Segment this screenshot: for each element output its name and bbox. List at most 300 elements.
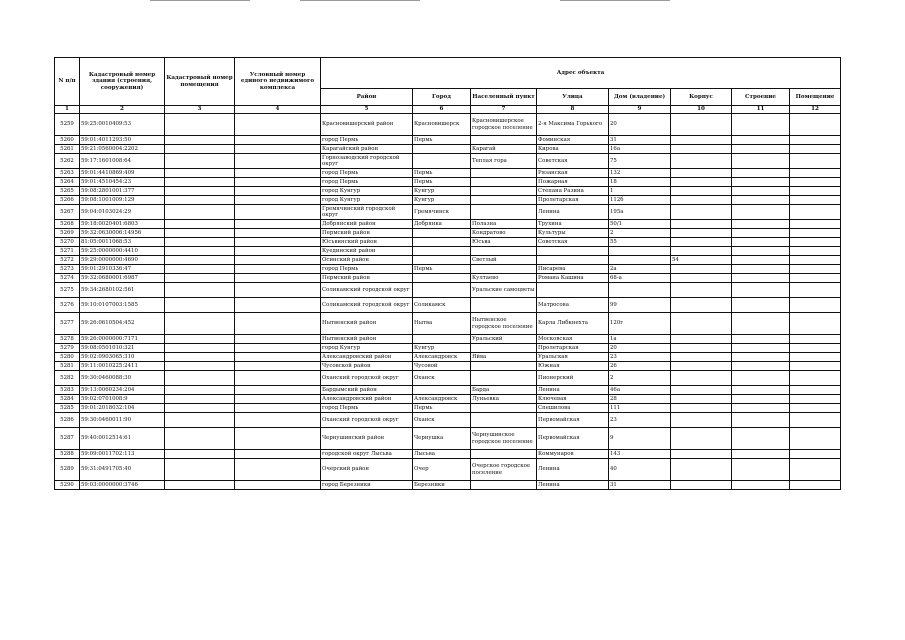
table-row: [55, 481, 841, 490]
cell-structure: [732, 344, 790, 353]
column-number: 8: [537, 106, 609, 114]
cell-building: [671, 136, 732, 145]
cell-district: Добрянский район: [321, 220, 413, 229]
cell-street: 2-я Максима Горького: [537, 114, 609, 136]
cell-city: [413, 335, 471, 344]
cell-structure: [732, 247, 790, 256]
cell-num: 5288: [55, 450, 80, 459]
cell-cadastral-premises: [165, 313, 235, 335]
cell-conditional-number: [235, 136, 321, 145]
cell-num: 5282: [55, 371, 80, 386]
cell-district: Чусовской район: [321, 362, 413, 371]
table-row: [55, 238, 841, 247]
cell-cadastral-building: 59:21:0560004:2202: [80, 145, 165, 154]
cell-room: [790, 196, 841, 205]
cell-structure: [732, 256, 790, 265]
cell-cadastral-building: 59:17:1601008:64: [80, 154, 165, 169]
cell-cadastral-building: 59:02:0903065:310: [80, 353, 165, 362]
cell-house: 20: [609, 114, 671, 136]
cell-city: Александровск: [413, 395, 471, 404]
cell-cadastral-building: 59:18:0020401:6803: [80, 220, 165, 229]
cell-building: [671, 386, 732, 395]
cell-structure: [732, 205, 790, 220]
cell-district: Александровский район: [321, 353, 413, 362]
cell-cadastral-building: 59:10:0107003:1585: [80, 298, 165, 313]
cell-cadastral-building: 81:05:0011068:53: [80, 238, 165, 247]
cell-num: 5279: [55, 344, 80, 353]
cell-district: Пермский район: [321, 274, 413, 283]
cell-district: город Пермь: [321, 265, 413, 274]
cell-city: [413, 247, 471, 256]
cell-city: Пермь: [413, 265, 471, 274]
cell-conditional-number: [235, 256, 321, 265]
cell-structure: [732, 313, 790, 335]
cell-district: город Кунгур: [321, 196, 413, 205]
cell-cadastral-premises: [165, 256, 235, 265]
cell-house: 2: [609, 229, 671, 238]
cell-city: [413, 238, 471, 247]
cell-settlement: [471, 205, 537, 220]
cell-house: 99: [609, 298, 671, 313]
cell-cadastral-building: 59:32:0630006:14956: [80, 229, 165, 238]
cell-settlement: [471, 362, 537, 371]
cell-cadastral-premises: [165, 353, 235, 362]
cell-house: 111: [609, 404, 671, 413]
cell-city: [413, 229, 471, 238]
cell-num: 5280: [55, 353, 80, 362]
cell-building: [671, 362, 732, 371]
cell-city: Чернушка: [413, 428, 471, 450]
cell-district: Оханский городской округ: [321, 413, 413, 428]
cell-district: Осинский район: [321, 256, 413, 265]
cell-building: [671, 114, 732, 136]
cell-district: городской округ Лысьва: [321, 450, 413, 459]
cell-street: Ключевая: [537, 395, 609, 404]
cell-num: 5285: [55, 404, 80, 413]
cell-num: 5263: [55, 169, 80, 178]
cell-conditional-number: [235, 247, 321, 256]
cell-house: 46а: [609, 386, 671, 395]
cell-cadastral-premises: [165, 481, 235, 490]
cell-room: [790, 459, 841, 481]
cell-conditional-number: [235, 335, 321, 344]
cell-num: 5267: [55, 205, 80, 220]
cell-city: Березники: [413, 481, 471, 490]
cell-num: 5284: [55, 395, 80, 404]
cell-structure: [732, 136, 790, 145]
table-header: [55, 58, 841, 114]
cell-num: 5264: [55, 178, 80, 187]
cell-room: [790, 481, 841, 490]
cell-district: город Пермь: [321, 136, 413, 145]
cell-cadastral-building: 59:11:0010225:2411: [80, 362, 165, 371]
cell-city: [413, 154, 471, 169]
cell-street: Уральская: [537, 353, 609, 362]
table-row: [55, 187, 841, 196]
cell-building: [671, 178, 732, 187]
cell-cadastral-building: 59:09:0011702:113: [80, 450, 165, 459]
cell-house: [609, 283, 671, 298]
cell-num: 5271: [55, 247, 80, 256]
cell-cadastral-building: 59:04:0103024:29: [80, 205, 165, 220]
cell-cadastral-building: 59:03:0000000:3746: [80, 481, 165, 490]
cell-house: 1: [609, 187, 671, 196]
cell-street: Романа Кашина: [537, 274, 609, 283]
table-row: [55, 178, 841, 187]
cell-district: Гремячинский городской округ: [321, 205, 413, 220]
cell-conditional-number: [235, 274, 321, 283]
cell-house: 112б: [609, 196, 671, 205]
cell-cadastral-building: 59:08:2801001:377: [80, 187, 165, 196]
cell-street: Ленина: [537, 459, 609, 481]
cell-street: Первомайская: [537, 428, 609, 450]
cell-cadastral-building: 59:01:4410869:409: [80, 169, 165, 178]
cadastral-objects-table: [54, 57, 841, 490]
cell-street: Культуры: [537, 229, 609, 238]
cell-cadastral-premises: [165, 187, 235, 196]
column-number: 12: [790, 106, 841, 114]
cell-conditional-number: [235, 178, 321, 187]
header-house: Дом (владение): [609, 89, 671, 106]
cell-cadastral-premises: [165, 413, 235, 428]
cell-room: [790, 450, 841, 459]
cell-house: 23: [609, 413, 671, 428]
cell-city: Очер: [413, 459, 471, 481]
cell-district: Бардымский район: [321, 386, 413, 395]
cell-city: Соликамск: [413, 298, 471, 313]
column-number: 3: [165, 106, 235, 114]
cell-house: 75: [609, 154, 671, 169]
cell-settlement: [471, 196, 537, 205]
cell-street: Пролетарская: [537, 344, 609, 353]
cell-num: 5286: [55, 413, 80, 428]
cell-house: 28: [609, 395, 671, 404]
cell-room: [790, 178, 841, 187]
scan-edge-line: [150, 0, 250, 1]
cell-room: [790, 247, 841, 256]
cell-city: Пермь: [413, 169, 471, 178]
cell-district: город Пермь: [321, 169, 413, 178]
cell-cadastral-building: 59:08:1001009:129: [80, 196, 165, 205]
cell-settlement: Очерское городское поселение: [471, 459, 537, 481]
column-number: 4: [235, 106, 321, 114]
cell-district: город Березники: [321, 481, 413, 490]
cell-cadastral-building: 59:25:0010409:53: [80, 114, 165, 136]
cell-building: [671, 229, 732, 238]
cell-structure: [732, 335, 790, 344]
cell-house: 50/1: [609, 220, 671, 229]
cell-building: 54: [671, 256, 732, 265]
cell-settlement: Нытвенское городское поселение: [471, 313, 537, 335]
table-row: [55, 145, 841, 154]
cell-city: Чусовой: [413, 362, 471, 371]
cell-house: [609, 256, 671, 265]
cell-conditional-number: [235, 169, 321, 178]
table-row: [55, 169, 841, 178]
column-number: 1: [55, 106, 80, 114]
cell-cadastral-premises: [165, 238, 235, 247]
cell-cadastral-premises: [165, 371, 235, 386]
cell-room: [790, 404, 841, 413]
table-row: [55, 114, 841, 136]
header-cadastral-building: Кадастровый номер здания (строения, сооружения): [80, 58, 165, 106]
cell-street: Кирова: [537, 145, 609, 154]
cell-conditional-number: [235, 114, 321, 136]
cell-num: 5277: [55, 313, 80, 335]
cell-city: Кунгур: [413, 196, 471, 205]
cell-settlement: Чернушинское городское поселение: [471, 428, 537, 450]
table-row: [55, 265, 841, 274]
cell-street: [537, 283, 609, 298]
cell-cadastral-premises: [165, 298, 235, 313]
cell-street: Матросова: [537, 298, 609, 313]
cell-cadastral-premises: [165, 459, 235, 481]
cell-num: 5289: [55, 459, 80, 481]
table-row: [55, 371, 841, 386]
cell-cadastral-premises: [165, 344, 235, 353]
cell-cadastral-premises: [165, 154, 235, 169]
cell-structure: [732, 274, 790, 283]
cell-structure: [732, 450, 790, 459]
cell-structure: [732, 404, 790, 413]
table-row: [55, 256, 841, 265]
cell-settlement: [471, 481, 537, 490]
cell-conditional-number: [235, 353, 321, 362]
cell-district: город Пермь: [321, 178, 413, 187]
cell-house: 1а: [609, 335, 671, 344]
cell-house: 132: [609, 169, 671, 178]
cell-conditional-number: [235, 450, 321, 459]
cell-house: 31: [609, 481, 671, 490]
cell-cadastral-premises: [165, 196, 235, 205]
cell-conditional-number: [235, 187, 321, 196]
cell-structure: [732, 283, 790, 298]
cell-num: 5290: [55, 481, 80, 490]
cell-num: 5276: [55, 298, 80, 313]
cell-room: [790, 265, 841, 274]
cell-structure: [732, 196, 790, 205]
cell-cadastral-premises: [165, 283, 235, 298]
cell-room: [790, 136, 841, 145]
cell-cadastral-premises: [165, 450, 235, 459]
cell-district: Пермский район: [321, 229, 413, 238]
cell-cadastral-premises: [165, 229, 235, 238]
cell-street: Спешилова: [537, 404, 609, 413]
cell-cadastral-building: 59:13:0060234:204: [80, 386, 165, 395]
cell-room: [790, 145, 841, 154]
cell-settlement: Луньевка: [471, 395, 537, 404]
cell-building: [671, 265, 732, 274]
cell-room: [790, 187, 841, 196]
cell-street: Коммунаров: [537, 450, 609, 459]
cell-house: 40: [609, 459, 671, 481]
cell-num: 5283: [55, 386, 80, 395]
cell-building: [671, 481, 732, 490]
cell-cadastral-premises: [165, 395, 235, 404]
cell-building: [671, 395, 732, 404]
cell-structure: [732, 178, 790, 187]
cell-district: город Кунгур: [321, 187, 413, 196]
cell-room: [790, 154, 841, 169]
column-number: 7: [471, 106, 537, 114]
cell-house: 26: [609, 362, 671, 371]
cell-cadastral-building: 59:01:4011293:50: [80, 136, 165, 145]
cell-house: 9: [609, 428, 671, 450]
cell-cadastral-building: 59:08:0501010:321: [80, 344, 165, 353]
cell-house: 20: [609, 344, 671, 353]
cell-street: [537, 247, 609, 256]
cell-structure: [732, 481, 790, 490]
header-district: Район: [321, 89, 413, 106]
cell-building: [671, 344, 732, 353]
cell-cadastral-building: 59:25:0000000:4410: [80, 247, 165, 256]
cell-district: город Кунгур: [321, 344, 413, 353]
cell-building: [671, 413, 732, 428]
cell-num: 5268: [55, 220, 80, 229]
cell-room: [790, 344, 841, 353]
cell-conditional-number: [235, 205, 321, 220]
cell-room: [790, 428, 841, 450]
cell-conditional-number: [235, 404, 321, 413]
cell-settlement: Култаево: [471, 274, 537, 283]
cell-conditional-number: [235, 154, 321, 169]
table-row: [55, 247, 841, 256]
cell-cadastral-building: 59:32:0680001:6987: [80, 274, 165, 283]
cell-settlement: Светлый: [471, 256, 537, 265]
cell-street: Советская: [537, 238, 609, 247]
cell-building: [671, 459, 732, 481]
cell-house: 68-а: [609, 274, 671, 283]
table-row: [55, 450, 841, 459]
cell-settlement: [471, 371, 537, 386]
cell-conditional-number: [235, 362, 321, 371]
cell-settlement: Кондратово: [471, 229, 537, 238]
cell-num: 5266: [55, 196, 80, 205]
scan-edge-line: [560, 0, 670, 1]
cell-room: [790, 298, 841, 313]
header-city: Город: [413, 89, 471, 106]
cell-num: 5275: [55, 283, 80, 298]
cell-city: [413, 283, 471, 298]
cell-num: 5269: [55, 229, 80, 238]
column-number: 9: [609, 106, 671, 114]
cell-conditional-number: [235, 220, 321, 229]
cell-num: 5260: [55, 136, 80, 145]
cell-settlement: [471, 413, 537, 428]
cell-settlement: [471, 136, 537, 145]
table-row: [55, 220, 841, 229]
cell-settlement: Яйва: [471, 353, 537, 362]
cell-cadastral-premises: [165, 428, 235, 450]
cell-room: [790, 205, 841, 220]
cell-house: 31: [609, 136, 671, 145]
cell-room: [790, 229, 841, 238]
cell-district: Красновишерский район: [321, 114, 413, 136]
table-row: [55, 313, 841, 335]
table-row: [55, 229, 841, 238]
cell-room: [790, 238, 841, 247]
cell-conditional-number: [235, 145, 321, 154]
cell-structure: [732, 386, 790, 395]
cell-num: 5274: [55, 274, 80, 283]
cell-cadastral-premises: [165, 220, 235, 229]
column-number: 2: [80, 106, 165, 114]
table-row: [55, 344, 841, 353]
cell-conditional-number: [235, 313, 321, 335]
cell-street: Ленина: [537, 481, 609, 490]
cell-cadastral-premises: [165, 205, 235, 220]
cell-structure: [732, 265, 790, 274]
cell-conditional-number: [235, 229, 321, 238]
cell-district: Очерский район: [321, 459, 413, 481]
header-room: Помещение: [790, 89, 841, 106]
cell-cadastral-premises: [165, 136, 235, 145]
cell-settlement: Барда: [471, 386, 537, 395]
cell-building: [671, 145, 732, 154]
cell-num: 5265: [55, 187, 80, 196]
cell-street: Советская: [537, 154, 609, 169]
header-street: Улица: [537, 89, 609, 106]
cell-settlement: [471, 404, 537, 413]
cell-house: 2: [609, 371, 671, 386]
cell-city: [413, 274, 471, 283]
cell-district: Соликамский городской округ: [321, 283, 413, 298]
cell-district: Куединский район: [321, 247, 413, 256]
cell-district: Соликамский городской округ: [321, 298, 413, 313]
cell-building: [671, 428, 732, 450]
cell-conditional-number: [235, 298, 321, 313]
cell-conditional-number: [235, 428, 321, 450]
cell-cadastral-building: 59:01:2910336:47: [80, 265, 165, 274]
cell-house: [609, 247, 671, 256]
cell-room: [790, 220, 841, 229]
table-row: [55, 154, 841, 169]
cell-num: 5273: [55, 265, 80, 274]
cell-building: [671, 335, 732, 344]
header-settlement: Населенный пункт: [471, 89, 537, 106]
cell-num: 5281: [55, 362, 80, 371]
cell-settlement: Красновишерское городское поселение: [471, 114, 537, 136]
table-row: [55, 283, 841, 298]
cell-building: [671, 313, 732, 335]
cell-conditional-number: [235, 371, 321, 386]
cell-conditional-number: [235, 459, 321, 481]
cell-city: Оханск: [413, 371, 471, 386]
cell-building: [671, 205, 732, 220]
cell-street: Карла Либкнехта: [537, 313, 609, 335]
cell-structure: [732, 353, 790, 362]
cell-cadastral-premises: [165, 362, 235, 371]
cell-cadastral-premises: [165, 169, 235, 178]
cell-city: Лысьва: [413, 450, 471, 459]
cell-city: Оханск: [413, 413, 471, 428]
cell-conditional-number: [235, 481, 321, 490]
table-row: [55, 274, 841, 283]
cell-structure: [732, 362, 790, 371]
cell-num: 5287: [55, 428, 80, 450]
cell-cadastral-building: 59:40:0012514:61: [80, 428, 165, 450]
cell-room: [790, 256, 841, 265]
cell-cadastral-building: 59:01:4510454:23: [80, 178, 165, 187]
cell-city: Нытва: [413, 313, 471, 335]
column-number: 5: [321, 106, 413, 114]
cell-house: 18: [609, 178, 671, 187]
cell-house: 2а: [609, 265, 671, 274]
cell-conditional-number: [235, 413, 321, 428]
cell-city: Красновишерск: [413, 114, 471, 136]
table-row: [55, 404, 841, 413]
cell-room: [790, 169, 841, 178]
